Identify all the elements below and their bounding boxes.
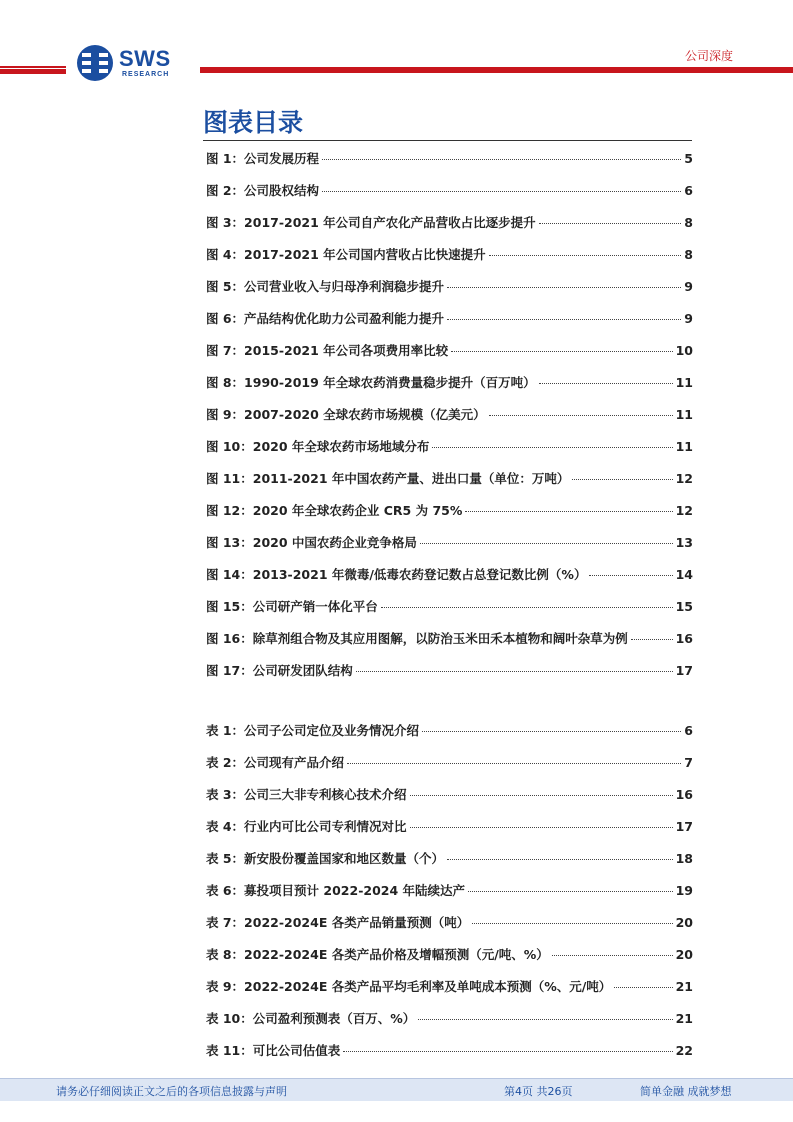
page-title: 图表目录	[203, 108, 304, 137]
toc-row-figure-6[interactable]: 图 6：产品结构优化助力公司盈利能力提升 9	[206, 311, 693, 326]
toc-row-table-8[interactable]: 表 8：2022-2024E 各类产品价格及增幅预测（元/吨、%） 20	[206, 947, 693, 962]
toc-row-figure-2[interactable]: 图 2：公司股权结构 6	[206, 183, 693, 198]
footer-page-info: 第4页 共26页	[504, 1085, 573, 1098]
toc-row-table-11[interactable]: 表 11：可比公司估值表 22	[206, 1043, 693, 1058]
toc-row-table-7[interactable]: 表 7：2022-2024E 各类产品销量预测（吨） 20	[206, 915, 693, 930]
toc-row-figure-7[interactable]: 图 7：2015-2021 年公司各项费用率比较 10	[206, 343, 693, 358]
toc-row-table-10[interactable]: 表 10：公司盈利预测表（百万、%） 21	[206, 1011, 693, 1026]
toc-row-table-2[interactable]: 表 2：公司现有产品介绍 7	[206, 755, 693, 770]
document-type-label: 公司深度	[684, 49, 733, 63]
table-list	[206, 721, 693, 1073]
toc-row-figure-14[interactable]: 图 14：2013-2021 年微毒/低毒农药登记数占总登记数比例（%） 14	[206, 567, 693, 582]
toc-row-figure-3[interactable]: 图 3：2017-2021 年公司自产农化产品营收占比逐步提升 8	[206, 215, 693, 230]
toc-row-figure-13[interactable]: 图 13：2020 中国农药企业竞争格局 13	[206, 535, 693, 550]
toc-row-figure-10[interactable]: 图 10：2020 年全球农药市场地域分布 11	[206, 439, 693, 454]
title-divider	[203, 140, 692, 141]
toc-row-figure-15[interactable]: 图 15：公司研产销一体化平台 15	[206, 599, 693, 614]
toc-row-table-5[interactable]: 表 5：新安股份覆盖国家和地区数量（个） 18	[206, 851, 693, 866]
toc-row-table-1[interactable]: 表 1：公司子公司定位及业务情况介绍 6	[206, 723, 693, 738]
header-accent-bar-left	[0, 66, 66, 74]
toc-row-figure-17[interactable]: 图 17：公司研发团队结构 17	[206, 663, 693, 678]
toc-row-table-3[interactable]: 表 3：公司三大非专利核心技术介绍 16	[206, 787, 693, 802]
toc-row-table-6[interactable]: 表 6：募投项目预计 2022-2024 年陆续达产 19	[206, 883, 693, 898]
toc-row-figure-8[interactable]: 图 8：1990-2019 年全球农药消费量稳步提升（百万吨） 11	[206, 375, 693, 390]
toc-row-figure-9[interactable]: 图 9：2007-2020 全球农药市场规模（亿美元） 11	[206, 407, 693, 422]
sws-logo-icon	[76, 44, 114, 82]
company-logo	[76, 44, 186, 84]
toc-row-table-4[interactable]: 表 4：行业内可比公司专利情况对比 17	[206, 819, 693, 834]
toc-row-figure-11[interactable]: 图 11：2011-2021 年中国农药产量、进出口量（单位：万吨） 12	[206, 471, 693, 486]
figure-list	[206, 149, 693, 693]
logo-text: SWS	[119, 46, 171, 71]
toc-row-table-9[interactable]: 表 9：2022-2024E 各类产品平均毛利率及单吨成本预测（%、元/吨） 21	[206, 979, 693, 994]
logo-subtext: RESEARCH	[122, 71, 170, 78]
toc-row-figure-5[interactable]: 图 5：公司营业收入与归母净利润稳步提升 9	[206, 279, 693, 294]
toc-row-figure-1[interactable]: 图 1：公司发展历程 5	[206, 151, 693, 166]
toc-row-figure-12[interactable]: 图 12：2020 年全球农药企业 CR5 为 75% 12	[206, 503, 693, 518]
page-footer	[0, 1078, 793, 1101]
toc-row-figure-4[interactable]: 图 4：2017-2021 年公司国内营收占比快速提升 8	[206, 247, 693, 262]
footer-disclaimer: 请务必仔细阅读正文之后的各项信息披露与声明	[56, 1085, 287, 1098]
toc-row-figure-16[interactable]: 图 16：除草剂组合物及其应用图解，以防治玉米田禾本植物和阔叶杂草为例 16	[206, 631, 693, 646]
footer-slogan: 简单金融 成就梦想	[640, 1085, 732, 1098]
header-accent-bar-right	[200, 67, 793, 73]
